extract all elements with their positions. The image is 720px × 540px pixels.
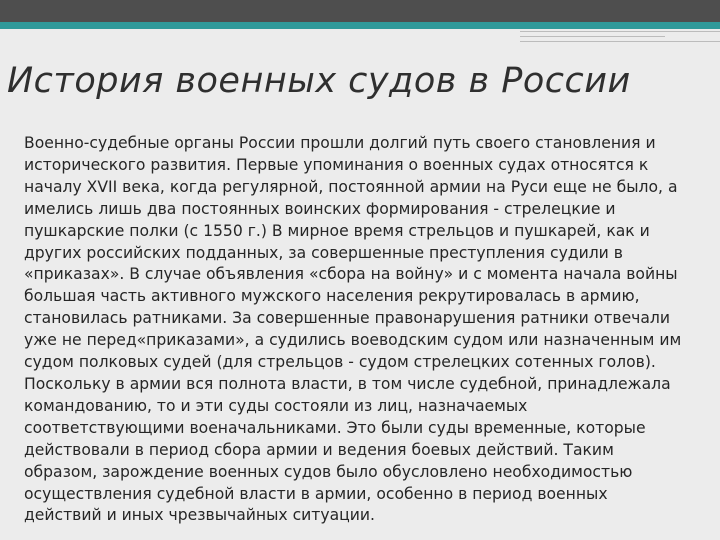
body-line: действий и иных чрезвычайных ситуации. — [24, 506, 376, 525]
body-line: действовали в период сбора армии и ведения боевых действий. Таким — [24, 440, 614, 459]
accent-stripe — [0, 22, 720, 29]
body-line: «приказах». В случае объявления «сбора на войну» и с момента начала войны — [24, 265, 678, 284]
body-line: исторического развития. Первые упоминания о военных судах относятся к — [24, 155, 649, 174]
decorative-line — [520, 41, 720, 42]
body-line: соответствующими военачальниками. Это были суды временные, которые — [24, 418, 646, 437]
slide-body-text — [24, 133, 694, 527]
body-line: становилась ратниками. За совершенные правонарушения ратники отвечали — [24, 309, 671, 328]
top-bar — [0, 0, 720, 22]
body-line: осуществления судебной власти в армии, особенно в период военных — [24, 484, 608, 503]
slide-title: История военных судов в России — [7, 61, 631, 101]
body-line: Военно-судебные органы России прошли долгий путь своего становления и — [24, 134, 656, 152]
body-line: уже не перед«приказами», а судились воеводским судом или назначенным им — [24, 331, 682, 350]
body-line: командованию, то и эти суды состояли из лиц, назначаемых — [24, 396, 528, 415]
body-line: началу XVII века, когда регулярной, постоянной армии на Руси еще не было, а — [24, 177, 678, 196]
body-line: других российских подданных, за совершенные преступления судили в — [24, 243, 623, 262]
body-line: образом, зарождение военных судов было обусловлено необходимостью — [24, 462, 633, 481]
body-line: пушкарские полки (с 1550 г.) В мирное время стрельцов и пушкарей, как и — [24, 221, 650, 240]
decorative-line — [520, 36, 665, 37]
decorative-line — [520, 31, 720, 32]
body-line: судом полковых судей (для стрельцов - судом стрелецких сотенных голов). — [24, 353, 656, 372]
body-line: имелись лишь два постоянных воинских формирования - стрелецкие и — [24, 199, 616, 218]
body-line: большая часть активного мужского населения рекрутировалась в армию, — [24, 287, 640, 306]
body-line: Поскольку в армии вся полнота власти, в том числе судебной, принадлежала — [24, 374, 671, 393]
